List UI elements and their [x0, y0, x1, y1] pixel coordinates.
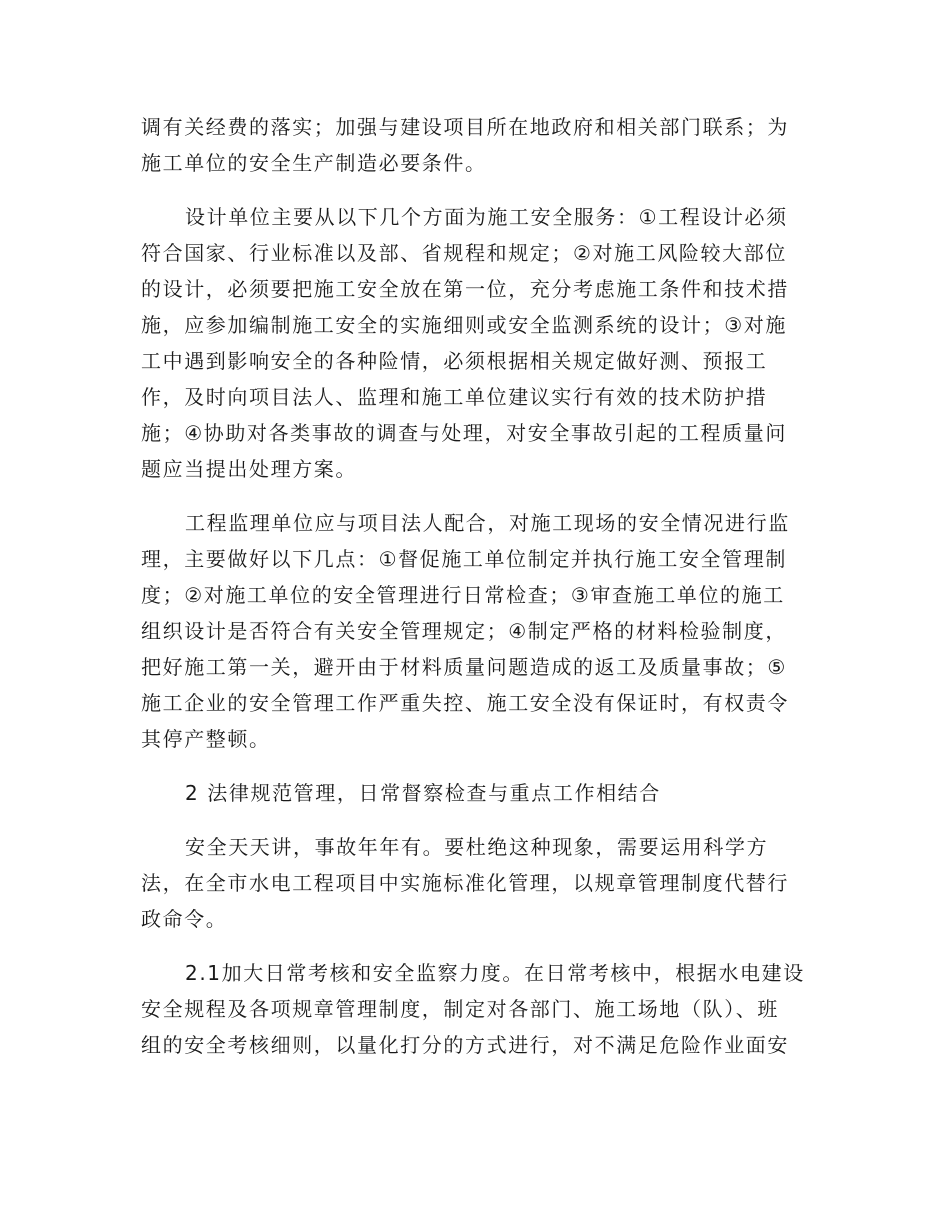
- paragraph-line: 工中遇到影响安全的各种险情，必须根据相关规定做好测、预报工: [141, 349, 768, 373]
- paragraph-line: 施；④协助对各类事故的调查与处理，对安全事故引起的工程质量问: [141, 421, 787, 445]
- paragraph-line: 施工单位的安全生产制造必要条件。: [141, 151, 487, 175]
- paragraph-line: 组的安全考核细则，以量化打分的方式进行，对不满足危险作业面安: [141, 1033, 789, 1057]
- paragraph-line: 的设计，必须要把施工安全放在第一位，充分考虑施工条件和技术措: [141, 277, 789, 301]
- paragraph-line: 法，在全市水电工程项目中实施标准化管理，以规章管理制度代替行: [141, 871, 789, 895]
- paragraph-line: 施工企业的安全管理工作严重失控、施工安全没有保证时，有权责令: [141, 691, 789, 715]
- paragraph-line: 安全规程及各项规章管理制度，制定对各部门、施工场地（队）、班: [141, 997, 779, 1021]
- paragraph-line: 工程监理单位应与项目法人配合，对施工现场的安全情况进行监: [185, 511, 790, 535]
- paragraph-line: 把好施工第一关，避开由于材料质量问题造成的返工及质量事故；⑤: [141, 655, 787, 679]
- paragraph-line: 组织设计是否符合有关安全管理规定；④制定严格的材料检验制度，: [141, 619, 787, 643]
- paragraph-line: 调有关经费的落实；加强与建设项目所在地政府和相关部门联系；为: [141, 115, 789, 139]
- paragraph-line: 施，应参加编制施工安全的实施细则或安全监测系统的设计；③对施: [141, 313, 787, 337]
- paragraph-line: 其停产整顿。: [141, 727, 271, 751]
- paragraph-line: 理，主要做好以下几点：①督促施工单位制定并执行施工安全管理制: [141, 547, 787, 571]
- paragraph-line: 度；②对施工单位的安全管理进行日常检查；③审查施工单位的施工: [141, 583, 785, 607]
- paragraph-line: 安全天天讲，事故年年有。要杜绝这种现象，需要运用科学方: [185, 835, 769, 859]
- paragraph-line: 符合国家、行业标准以及部、省规程和规定；②对施工风险较大部位: [141, 241, 787, 265]
- paragraph-line: 2.1加大日常考核和安全监察力度。在日常考核中，根据水电建设: [185, 961, 805, 985]
- paragraph-line: 题应当提出处理方案。: [141, 457, 357, 481]
- paragraph-line: 设计单位主要从以下几个方面为施工安全服务：①工程设计必须: [185, 205, 788, 229]
- section-heading: 2 法律规范管理，日常督察检查与重点工作相结合: [185, 781, 661, 805]
- paragraph-line: 作，及时向项目法人、监理和施工单位建议实行有效的技术防护措: [141, 385, 768, 409]
- paragraph-line: 政命令。: [141, 907, 228, 931]
